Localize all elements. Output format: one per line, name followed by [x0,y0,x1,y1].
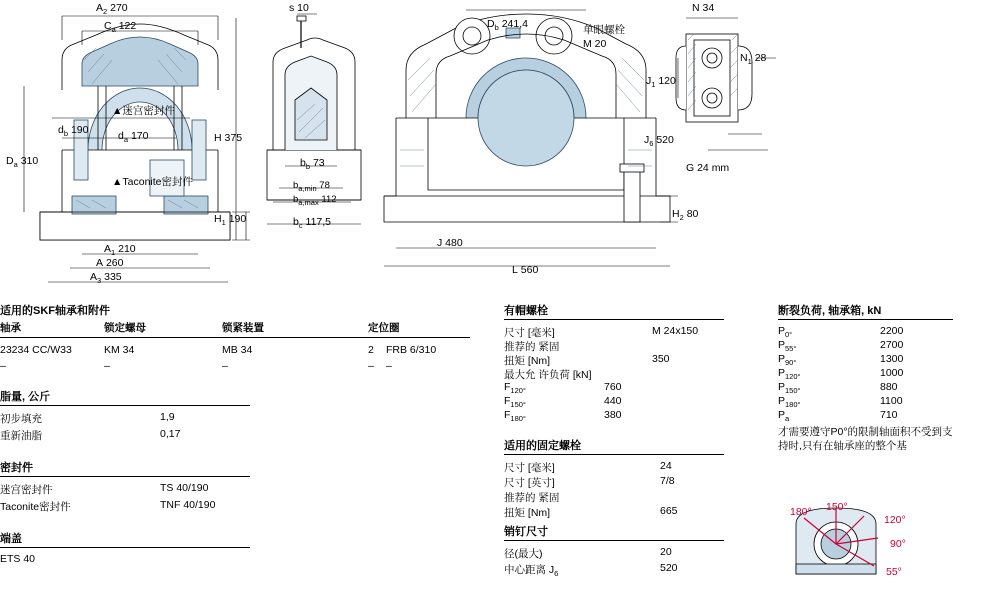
loads-value-0: 2200 [880,325,904,337]
dim-bb-value: 73 [312,157,325,169]
loads-note: 才需要遵守P0°的限制轴面积不受到支持时,只有在轴承座的整个基 [778,426,953,453]
angle-label-55: 55° [886,566,902,578]
seals-divider [0,476,250,477]
grease-value-1: 0,17 [160,428,181,440]
capbolts-value-4: 760 [604,381,622,393]
bearings-cell-1-4: – [386,360,392,372]
capbolts-label-1: 推荐的 紧固 [504,341,560,353]
holddown-value-3: 665 [660,505,678,517]
dim-J-value: 480 [445,237,463,249]
dowel-value-0: 20 [660,546,672,558]
dim-Db: $D_b$ 241,4 [487,18,528,33]
dim-N1-value: 28 [754,52,767,64]
bearings-header-3: 定位圈 [368,322,400,334]
loads-label-5: $P_{180^\circ}$ [778,395,801,410]
dim-ca-value: 122 [118,20,137,32]
bearings-header-1: 锁定螺母 [104,322,146,334]
bearings-cell-1-0: – [0,360,6,372]
dim-J1-value: 120 [658,75,676,87]
capbolts-divider [504,319,724,320]
loads-value-4: 880 [880,381,898,393]
dim-H2: $H_2$ 80 [672,208,699,223]
loads-title: 断裂负荷, 轴承箱, kN [778,305,882,317]
capbolts-title: 有帽螺栓 [504,305,548,317]
dim-N-value: 34 [702,2,715,14]
loads-label-4: $P_{150^\circ}$ [778,381,801,396]
grease-value-0: 1,9 [160,411,175,423]
bearings-cell-0-0: 23234 CC/W33 [0,344,72,356]
dim-bc-value: 117,5 [305,216,332,228]
dim-H1-value: 190 [228,213,247,225]
loads-value-5: 1100 [880,395,903,407]
capbolts-value-2: 350 [652,353,670,365]
seals-title: 密封件 [0,462,33,474]
dim-G-value: 24 mm [697,162,730,174]
dim-J1: $J_1$ 120 [646,75,676,90]
capbolts-label-6: $F_{180^\circ}$ [504,409,526,424]
dowel-value-1: 520 [660,562,678,574]
bearings-header-0: 轴承 [0,322,21,334]
callout-labyrinth-seal: ▲迷宫密封件 [112,105,175,117]
capbolts-label-4: $F_{120^\circ}$ [504,381,526,396]
seals-value-1: TNF 40/190 [160,499,216,511]
loads-value-2: 1300 [880,353,904,365]
dim-db-value: 190 [70,124,89,136]
capbolts-label-0: 尺寸 [毫米] [504,327,555,339]
dim-bamax-value: 112 [321,194,337,205]
dim-A1-value: 210 [118,243,136,255]
dim-A3-value: 335 [104,271,122,283]
dowel-label-0: 径(最大) [504,548,543,560]
angle-label-90: 90° [890,538,906,550]
dim-N1: $N_1$ 28 [740,52,767,67]
top-view-drawing [672,10,782,170]
seals-value-0: TS 40/190 [160,482,209,494]
bearings-cell-0-3: 2 [368,344,374,356]
capbolts-label-5: $F_{150^\circ}$ [504,395,526,410]
holddown-value-0: 24 [660,460,672,472]
dim-J6-value: 520 [656,134,674,146]
dowel-label-1: 中心距离 $J_6$ [504,564,559,579]
loads-label-3: $P_{120^\circ}$ [778,367,801,382]
holddown-value-1: 7/8 [660,475,675,487]
angle-label-150: 150° [826,501,848,513]
holddown-label-2: 推荐的 紧固 [504,492,560,504]
seals-label-0: 迷宫密封件 [0,484,53,496]
grease-label-1: 重新油脂 [0,430,42,442]
endcover-divider [0,547,250,548]
dim-s: s 10 [289,2,309,14]
capbolts-value-5: 440 [604,395,622,407]
capbolts-label-2: 扭矩 [Nm] [504,355,551,367]
loads-label-0: $P_{0^\circ}$ [778,325,793,340]
capbolts-label-3: 最大允 许负荷 [kN] [504,369,592,381]
loads-value-3: 1000 [880,367,904,379]
dowel-divider [504,540,724,541]
bearings-cell-0-2: MB 34 [222,344,253,356]
dim-L-value: 560 [520,264,539,276]
capbolts-value-6: 380 [604,409,622,421]
angle-label-180: 180° [790,506,812,518]
dim-bamax: $b_{a,max}$ 112 [293,194,337,207]
holddown-title: 适用的固定螺栓 [504,440,581,452]
dim-H2-value: 80 [686,208,699,220]
capbolts-value-0: M 24x150 [652,325,699,337]
endcover-title: 端盖 [0,533,22,545]
endcover-label-0: ETS 40 [0,553,36,565]
dim-db: $d_b$ 190 [58,124,89,139]
callout-eyebolt-size: M 20 [583,38,607,50]
bearings-header-2: 锁紧装置 [222,322,264,334]
grease-label-0: 初步填充 [0,413,42,425]
holddown-label-0: 尺寸 [毫米] [504,462,555,474]
bearings-cell-0-4: FRB 6/310 [386,344,437,356]
dim-bamin-value: 78 [319,180,330,191]
dim-J6: $J_6$ 520 [644,134,674,149]
bearings-cell-1-3: – [368,360,374,372]
dim-H1: $H_1$ 190 [214,213,247,228]
grease-divider [0,405,250,406]
dim-A3: $A_3$ 335 [90,271,122,286]
dowel-title: 销钉尺寸 [504,526,548,538]
dim-H: H 375 [214,132,243,144]
dim-bb: $b_b$ 73 [300,157,325,172]
dim-bc: $b_c$ 117,5 [293,216,332,231]
dim-da-value: 170 [130,130,149,142]
dim-J: J 480 [437,237,463,249]
dim-ca: $C_a$ 122 [104,20,137,35]
angle-label-120: 120° [884,514,906,526]
dim-Da: $D_a$ 310 [6,155,39,170]
bearings-title: 适用的SKF轴承和附件 [0,305,110,317]
bearings-cell-0-1: KM 34 [104,344,135,356]
dim-Db-value: 241,4 [501,18,528,30]
dim-a2-value: 270 [110,2,128,14]
loads-value-6: 710 [880,409,898,421]
dim-A: A 260 [96,257,124,269]
dim-L: L 560 [512,264,539,276]
loads-divider [778,319,953,320]
loads-label-1: $P_{55^\circ}$ [778,339,797,354]
dim-Da-value: 310 [20,155,39,167]
loads-label-2: $P_{90^\circ}$ [778,353,797,368]
side-view-drawing [255,0,375,250]
holddown-label-1: 尺寸 [英寸] [504,477,555,489]
seals-label-1: Taconite密封件 [0,501,71,513]
dim-a2-label: $A_2$ [96,2,108,17]
angle-diagram [790,500,950,590]
dim-A-value: 260 [105,257,124,269]
bearings-cell-1-2: – [222,360,228,372]
dim-s-value: 10 [297,2,309,14]
callout-taconite-seal: ▲Taconite密封件 [112,176,194,188]
dim-bamin: $b_{a,min}$ 78 [293,180,330,193]
bearings-divider [0,337,470,338]
callout-eyebolt: 单眼螺栓 [583,24,625,36]
dim-da: $d_a$ 170 [118,130,149,145]
dim-A1: $A_1$ 210 [104,243,136,258]
dim-H-value: 375 [224,132,243,144]
dim-G: G 24 mm [686,162,730,174]
grease-title: 脂量, 公斤 [0,391,51,403]
dim-N: N 34 [692,2,715,14]
loads-label-6: $P_a$ [778,409,790,424]
bearings-cell-1-1: – [104,360,110,372]
holddown-divider [504,454,724,455]
section-view-drawing [378,0,678,280]
loads-value-1: 2700 [880,339,904,351]
holddown-label-3: 扭矩 [Nm] [504,507,551,519]
dim-a2 [96,2,128,16]
